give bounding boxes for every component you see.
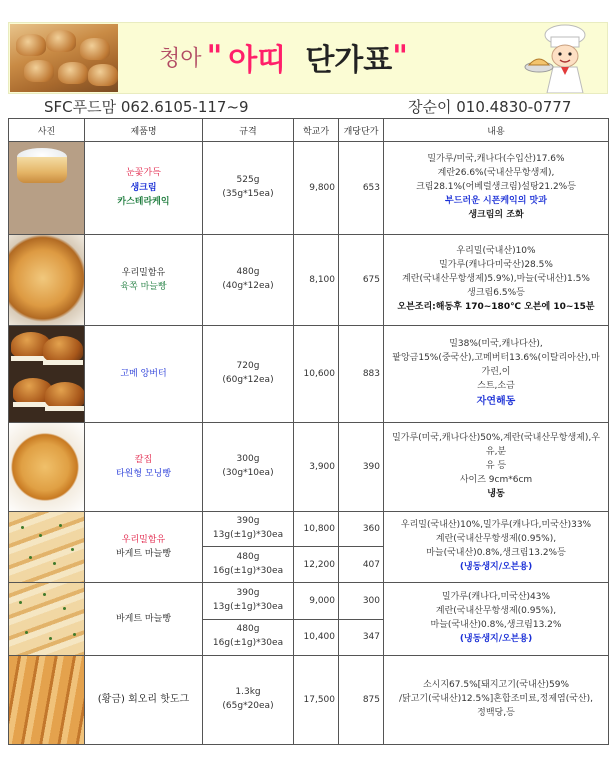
unit-price: 360	[339, 512, 384, 547]
unit-price: 390	[339, 423, 384, 512]
product-spec: 1.3kg (65g*20ea)	[203, 656, 294, 745]
unit-price: 347	[339, 619, 384, 656]
page-title	[159, 35, 408, 79]
product-spec: 390g 13g(±1g)*30ea	[203, 512, 294, 547]
school-price: 12,200	[294, 547, 339, 583]
title-word-1: 아띠	[228, 43, 287, 78]
unit-price: 653	[339, 142, 384, 235]
price-table	[8, 118, 609, 745]
product-name: (황금) 회오리 핫도그	[85, 656, 203, 745]
school-price: 9,000	[294, 583, 339, 620]
table-row	[9, 423, 609, 512]
product-name: 칼집 타원형 모닝빵	[85, 423, 203, 512]
product-photo	[9, 583, 85, 656]
product-description: 밀38%(미국,캐나다산), 팥앙금15%(중국산),고메버터13.6%(이탈리아산),마가린,이 스트,소금 자연해동	[384, 326, 609, 423]
title-banner	[8, 22, 608, 94]
col-header-spec: 규격	[203, 119, 294, 142]
contact-person: 장순이 010.4830-0777	[408, 98, 572, 116]
table-row	[9, 656, 609, 745]
product-spec: 300g (30g*10ea)	[203, 423, 294, 512]
product-description: 우리밀(국내산)10% 밀가루(캐나다미국산)28.5% 계란(국내산무항생제)5.9%),마늘(국내산)1.5% 생크림6.5%등 오븐조리:해동후 170~180℃ 오븐에 10~15분	[384, 235, 609, 326]
school-price: 10,600	[294, 326, 339, 423]
col-header-product: 제품명	[85, 119, 203, 142]
col-header-school-price: 학교가	[294, 119, 339, 142]
unit-price: 300	[339, 583, 384, 620]
product-photo	[9, 512, 85, 583]
unit-price: 675	[339, 235, 384, 326]
product-name: 우리밀함유 육쪽 마늘빵	[85, 235, 203, 326]
product-photo	[9, 235, 85, 326]
table-row	[9, 512, 609, 547]
bread-photo	[10, 24, 118, 92]
product-spec: 480g 16g(±1g)*30ea	[203, 547, 294, 583]
col-header-photo: 사진	[9, 119, 85, 142]
title-close-quote: "	[392, 39, 408, 75]
product-description: 우리밀(국내산)10%,밀가루(캐나다,미국산)33% 계란(국내산무항생제(0.95%), 마늘(국내산)0.8%,생크림13.2%등 (냉동생지/오븐용)	[384, 512, 609, 583]
product-description: 밀가루/미국,캐나다(수입산)17.6% 계란26.6%(국내산무항생제), 크림28.1%(어베럴생크림)설탕21.2%등 부드러운 시폰케익의 맛과 생크림의 조화	[384, 142, 609, 235]
table-header-row	[9, 119, 609, 142]
school-price: 3,900	[294, 423, 339, 512]
product-spec: 480g 16g(±1g)*30ea	[203, 619, 294, 656]
school-price: 8,100	[294, 235, 339, 326]
product-photo	[9, 142, 85, 235]
table-row	[9, 326, 609, 423]
product-name: 눈꽃가득 생크림 카스테라케익	[85, 142, 203, 235]
product-description: 밀가루(캐나다,미국산)43% 계란(국내산무항생제(0.95%), 마늘(국내산)0.8%,생크림13.2% (냉동생지/오븐용)	[384, 583, 609, 656]
table-row	[9, 235, 609, 326]
unit-price: 883	[339, 326, 384, 423]
product-description: 소시지67.5%[돼지고기(국내산)59% /닭고기(국내산)12.5%]혼합조미료,정제염(국산), 정백당,등	[384, 656, 609, 745]
school-price: 9,800	[294, 142, 339, 235]
product-spec: 525g (35g*15ea)	[203, 142, 294, 235]
school-price: 17,500	[294, 656, 339, 745]
product-spec: 390g 13g(±1g)*30ea	[203, 583, 294, 620]
product-photo	[9, 656, 85, 745]
title-word-2: 단가표	[305, 43, 393, 78]
table-row	[9, 583, 609, 620]
product-name: 고메 앙버터	[85, 326, 203, 423]
product-name: 우리밀함유 바게트 마늘빵	[85, 512, 203, 583]
school-price: 10,800	[294, 512, 339, 547]
product-description: 밀가루(미국,캐나다산)50%,계란(국내산무항생제),우유,분 유 등 사이즈 9cm*6cm 냉동	[384, 423, 609, 512]
contact-company: SFC푸드맘 062.6105-117~9	[44, 98, 249, 116]
table-row	[9, 142, 609, 235]
product-spec: 720g (60g*12ea)	[203, 326, 294, 423]
school-price: 10,400	[294, 619, 339, 656]
unit-price: 407	[339, 547, 384, 583]
title-prefix: 청아	[159, 46, 202, 72]
product-spec: 480g (40g*12ea)	[203, 235, 294, 326]
chef-illustration	[523, 23, 601, 93]
col-header-unit-price: 개당단가	[339, 119, 384, 142]
product-photo	[9, 423, 85, 512]
title-open-quote: "	[206, 39, 223, 75]
product-name: 바게트 마늘빵	[85, 583, 203, 656]
col-header-description: 내용	[384, 119, 609, 142]
product-photo	[9, 326, 85, 423]
unit-price: 875	[339, 656, 384, 745]
